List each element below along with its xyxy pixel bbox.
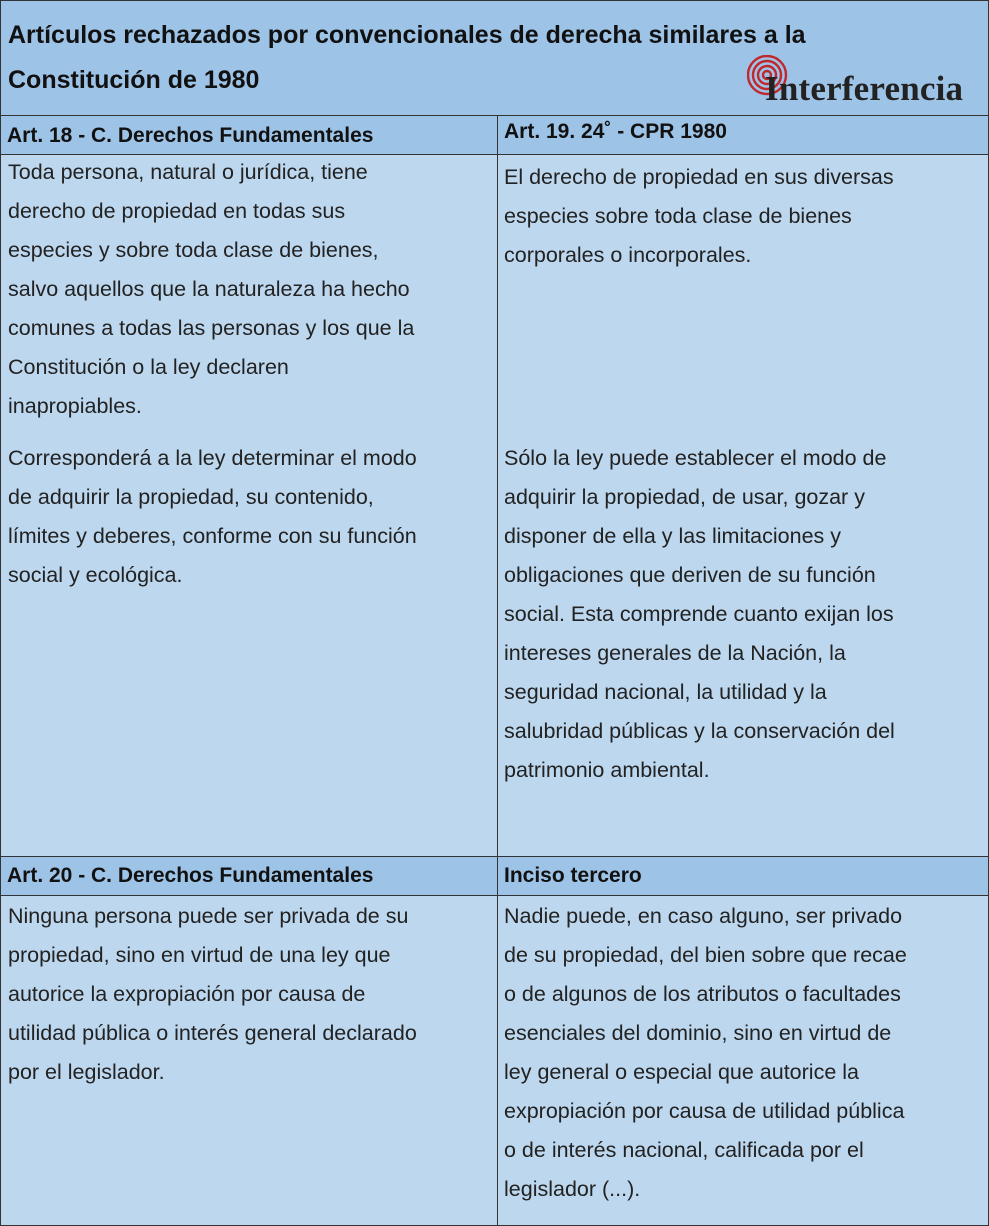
text-line: utilidad pública o interés general declarado (8, 1021, 417, 1045)
text-line: especies sobre toda clase de bienes (504, 204, 852, 228)
text-line: o de interés nacional, calificada por el (504, 1138, 864, 1162)
text-line: especies y sobre toda clase de bienes, (8, 238, 379, 262)
text-line: intereses generales de la Nación, la (504, 641, 846, 665)
text-line: seguridad nacional, la utilidad y la (504, 680, 827, 704)
art-18-paragraph-1 (8, 153, 414, 426)
text-line: o de algunos de los atributos o facultades (504, 982, 901, 1006)
text-line: salvo aquellos que la naturaleza ha hecho (8, 277, 410, 301)
text-line: legislador (...). (504, 1177, 641, 1201)
text-line: patrimonio ambiental. (504, 758, 710, 782)
header-art-20: Art. 20 - C. Derechos Fundamentales (1, 857, 497, 895)
text-line: Corresponderá a la ley determinar el modo (8, 446, 417, 470)
title-line-2: Constitución de 1980 (8, 66, 260, 94)
text-line: propiedad, sino en virtud de una ley que (8, 943, 391, 967)
text-line: derecho de propiedad en todas sus (8, 199, 346, 223)
text-line: adquirir la propiedad, de usar, gozar y (504, 485, 865, 509)
art-20-paragraph (8, 897, 417, 1092)
title-bar (1, 1, 988, 116)
text-line: expropiación por causa de utilidad pública (504, 1099, 905, 1123)
interferencia-logo (747, 55, 983, 109)
column-divider (497, 116, 498, 1225)
text-line: social. Esta comprende cuanto exijan los (504, 602, 894, 626)
text-line: corporales o incorporales. (504, 243, 752, 267)
art-19-paragraph-2 (504, 439, 895, 790)
text-line: Nadie puede, en caso alguno, ser privado (504, 904, 903, 928)
logo-wordmark: Interferencia (765, 69, 964, 108)
text-line: El derecho de propiedad en sus diversas (504, 165, 894, 189)
text-line: de su propiedad, del bien sobre que recae (504, 943, 907, 967)
text-line: salubridad públicas y la conservación del (504, 719, 895, 743)
text-line: comunes a todas las personas y los que la (8, 316, 415, 340)
text-line: ley general o especial que autorice la (504, 1060, 859, 1084)
row-divider (1, 895, 988, 896)
text-line: esenciales del dominio, sino en virtud de (504, 1021, 892, 1045)
text-line: límites y deberes, conforme con su función (8, 524, 417, 548)
text-line: disponer de ella y las limitaciones y (504, 524, 841, 548)
inciso-tercero-paragraph (504, 897, 907, 1209)
text-line: inapropiables. (8, 394, 142, 418)
art-19-paragraph-1 (504, 158, 894, 275)
text-line: Ninguna persona puede ser privada de su (8, 904, 409, 928)
header-inciso-tercero: Inciso tercero (498, 857, 988, 895)
text-line: Constitución o la ley declaren (8, 355, 289, 379)
text-line: Toda persona, natural o jurídica, tiene (8, 160, 368, 184)
header-art-19: Art. 19. 24˚ - CPR 1980 (498, 116, 988, 154)
text-line: de adquirir la propiedad, su contenido, (8, 485, 374, 509)
art-18-paragraph-2 (8, 439, 417, 595)
header-art-18: Art. 18 - C. Derechos Fundamentales (1, 116, 497, 154)
text-line: obligaciones que deriven de su función (504, 563, 876, 587)
text-line: autorice la expropiación por causa de (8, 982, 366, 1006)
text-line: Sólo la ley puede establecer el modo de (504, 446, 887, 470)
text-line: social y ecológica. (8, 563, 183, 587)
title-line-1: Artículos rechazados por convencionales de derecha similares a la (8, 21, 806, 49)
text-line: por el legislador. (8, 1060, 165, 1084)
